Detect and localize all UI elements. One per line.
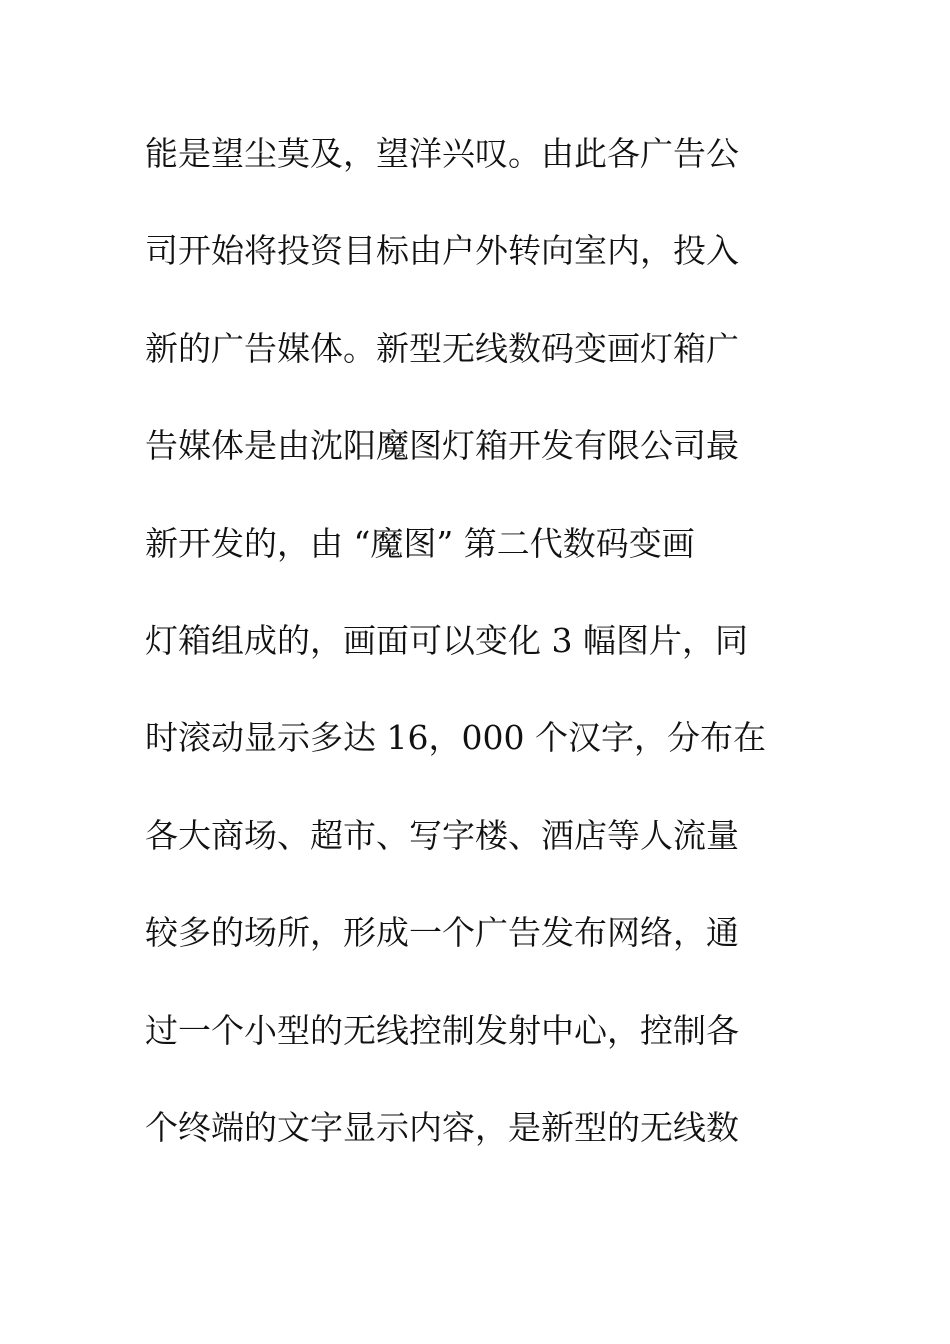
text-line: 能是望尘莫及，望洋兴叹。由此各广告公 [145,134,739,173]
text-line: 告媒体是由沈阳魔图灯箱开发有限公司最 [145,426,739,466]
text-line: 个终端的文字显示内容，是新型的无线数 [145,1107,739,1147]
text-line: 新开发的，由 “魔图” 第二代数码变画 [145,523,695,563]
text-line: 新的广告媒体。新型无线数码变画灯箱广 [145,328,739,368]
text-line: 过一个小型的无线控制发射中心，控制各 [145,1010,739,1050]
text-line: 灯箱组成的，画面可以变化 3 幅图片，同 [145,620,748,660]
body-text [145,126,785,1197]
text-line: 司开始将投资目标由户外转向室内，投入 [145,231,739,271]
text-line: 较多的场所，形成一个广告发布网络，通 [145,913,739,953]
text-line: 各大商场、超市、写字楼、酒店等人流量 [145,815,739,855]
text-line: 时滚动显示多达 16，000 个汉字，分布在 [145,718,766,758]
